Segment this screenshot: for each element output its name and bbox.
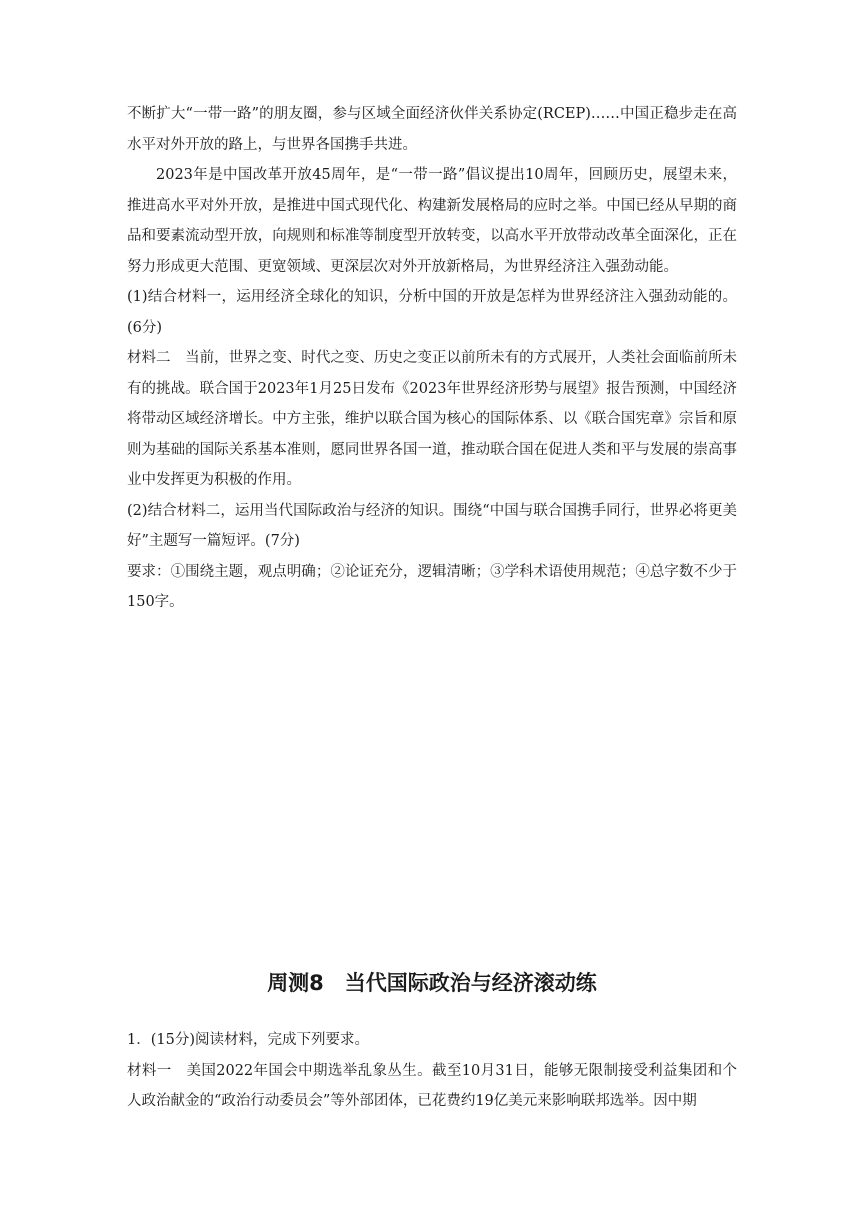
section-title: 周测8 当代国际政治与经济滚动练 <box>267 971 597 995</box>
paragraph-material1-continued: 不断扩大“一带一路”的朋友圈，参与区域全面经济伙伴关系协定(RCEP)……中国正稳步走在高水平对外开放的路上，与世界各国携手共进。 <box>127 106 737 153</box>
material-1-us-election: 材料一 美国2022年国会中期选举乱象丛生。截至10月31日，能够无限制接受利益集团和个人政治献金的“政治行动委员会”等外部团体，已花费约19亿美元来影响联邦选举。因中期 <box>127 1062 737 1109</box>
upper-content <box>127 99 737 618</box>
question-item-1: 1．(15分)阅读材料，完成下列要求。 <box>127 1032 369 1048</box>
requirements: 要求：①围绕主题，观点明确；②论证充分，逻辑清晰；③学科术语使用规范；④总字数不少于150字。 <box>127 563 737 610</box>
lower-content <box>127 1025 737 1117</box>
question-2: (2)结合材料二，运用当代国际政治与经济的知识。围绕“中国与联合国携手同行，世界必将更美好”主题写一篇短评。(7分) <box>127 502 737 549</box>
question-1: (1)结合材料一，运用经济全球化的知识，分析中国的开放是怎样为世界经济注入强劲动能的。(6分) <box>127 289 737 336</box>
paragraph-material1-anniversary: 2023年是中国改革开放45周年，是“一带一路”倡议提出10周年，回顾历史，展望未来，推进高水平对外开放，是推进中国式现代化、构建新发展格局的应时之举。中国已经从早期的商品和要素流动型开放，向规则和标准等制度型开放转变，以高水平开放带动改革全面深化，正在努力形成更大范围、更宽领域、更深层次对外开放新格局，为世界经济注入强劲动能。 <box>127 167 737 275</box>
material-2: 材料二 当前，世界之变、时代之变、历史之变正以前所未有的方式展开，人类社会面临前所未有的挑战。联合国于2023年1月25日发布《2023年世界经济形势与展望》报告预测，中国经济将带动区域经济增长。中方主张，维护以联合国为核心的国际体系、以《联合国宪章》宗旨和原则为基础的国际关系基本准则，愿同世界各国一道，推动联合国在促进人类和平与发展的崇高事业中发挥更为积极的作用。 <box>127 350 737 488</box>
document-page <box>127 0 737 1216</box>
